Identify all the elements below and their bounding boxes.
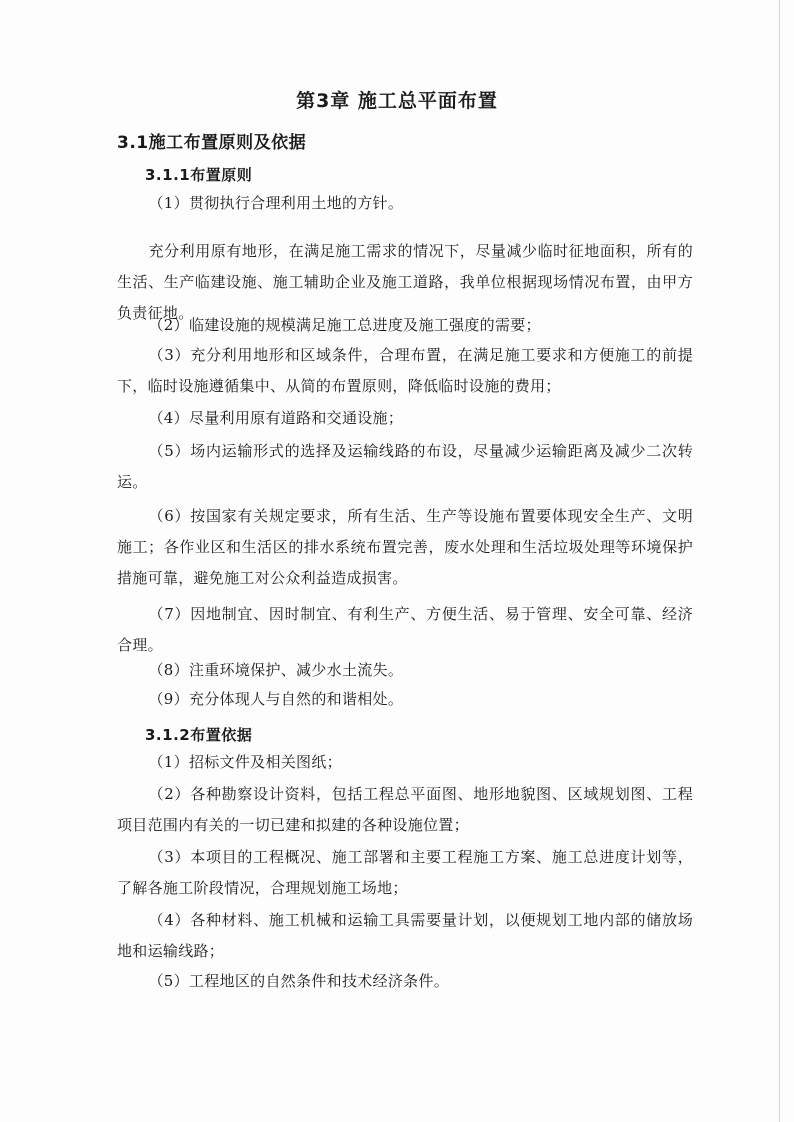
principle-item-8: （8）注重环境保护、减少水土流失。 (148, 661, 404, 679)
principle-item-5: （5）场内运输形式的选择及运输线路的布设，尽量减少运输距离及减少二次转运。 (117, 442, 693, 491)
principle-item-6: （6）按国家有关规定要求，所有生活、生产等设施布置要体现安全生产、文明施工；各作业区和生活区的排水系统布置完善，废水处理和生活垃圾处理等环境保护措施可靠，避免施工对公众利益造成损害。 (117, 507, 693, 587)
scan-edge-line (779, 0, 780, 1122)
principle-item-3: （3）充分利用地形和区域条件，合理布置，在满足施工要求和方便施工的前提下，临时设施遵循集中、从简的布置原则，降低临时设施的费用； (117, 346, 693, 395)
principle-item-7: （7）因地制宜、因时制宜、有利生产、方便生活、易于管理、安全可靠、经济合理。 (117, 605, 693, 654)
basis-item-1: （1）招标文件及相关图纸； (148, 753, 342, 771)
principle-item-4: （4）尽量利用原有道路和交通设施； (148, 409, 404, 427)
basis-item-2: （2）各种勘察设计资料，包括工程总平面图、地形地貌图、区域规划图、工程项目范围内有关的一切已建和拟建的各种设施位置； (117, 785, 693, 834)
basis-item-4: （4）各种材料、施工机械和运输工具需要量计划，以便规划工地内部的储放场地和运输线路； (117, 911, 693, 960)
subsection-title-3-1-2: 3.1.2布置依据 (145, 726, 253, 744)
basis-item-5: （5）工程地区的自然条件和技术经济条件。 (148, 972, 450, 990)
subsection-title-3-1-1: 3.1.1布置原则 (145, 166, 253, 184)
principle-item-2: （2）临建设施的规模满足施工总进度及施工强度的需要； (148, 316, 541, 334)
basis-item-3: （3）本项目的工程概况、施工部署和主要工程施工方案、施工总进度计划等，了解各施工阶段情况，合理规划施工场地； (117, 848, 693, 897)
principle-item-1-detail: 充分利用原有地形，在满足施工需求的情况下，尽量减少临时征地面积，所有的生活、生产临建设施、施工辅助企业及施工道路，我单位根据现场情况布置，由甲方负责征地。 (117, 242, 693, 322)
chapter-title: 第3章 施工总平面布置 (296, 90, 498, 112)
section-title-3-1: 3.1施工布置原则及依据 (117, 133, 307, 153)
principle-item-1: （1）贯彻执行合理利用土地的方针。 (148, 194, 404, 212)
principle-item-9: （9）充分体现人与自然的和谐相处。 (148, 690, 404, 708)
